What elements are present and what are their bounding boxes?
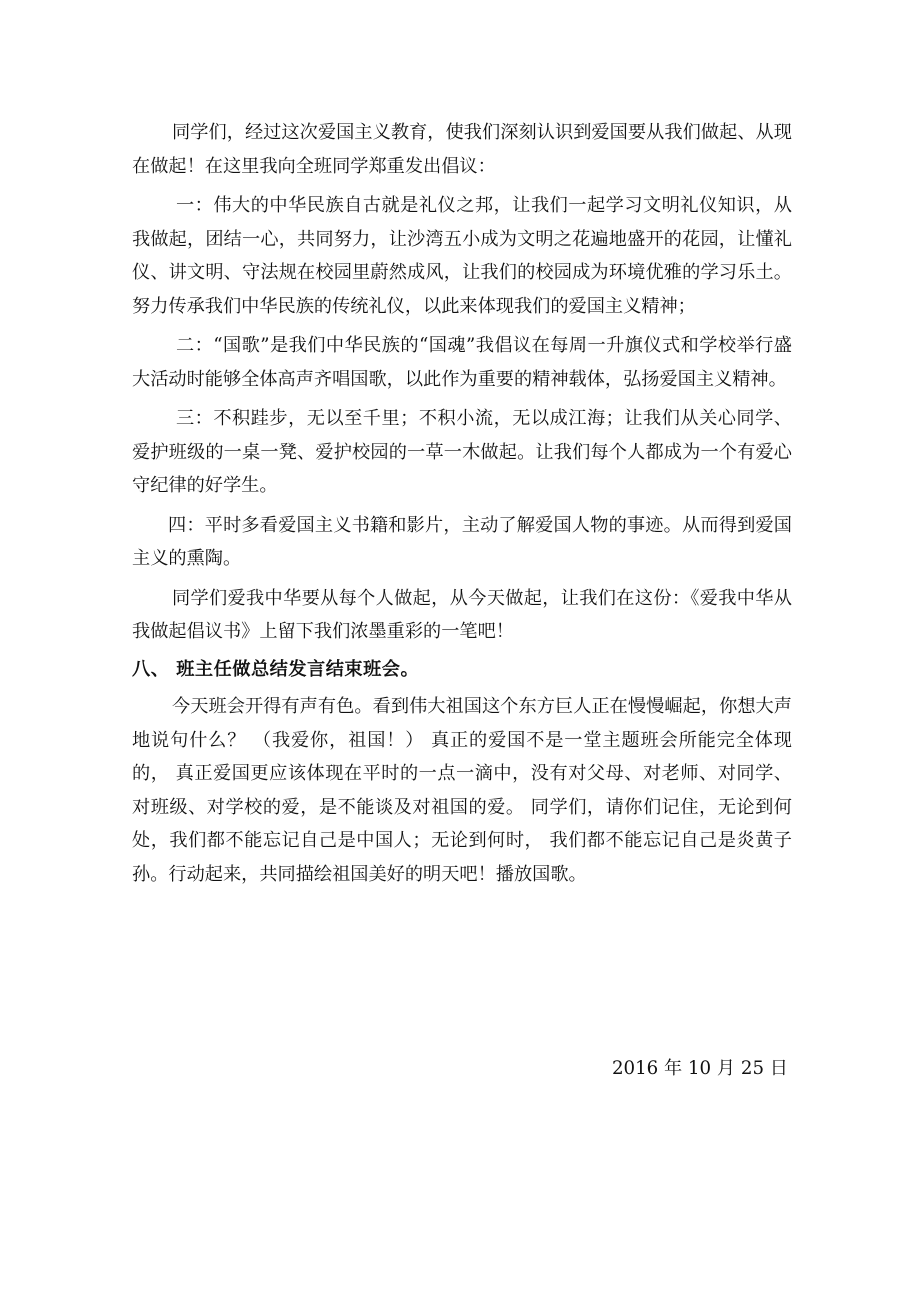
closing-paragraph: 同学们爱我中华要从每个人做起，从今天做起，让我们在这份：《爱我中华从我做起倡议书》上留下我们浓墨重彩的一笔吧！ (132, 587, 792, 642)
proposal-item-3: 三：不积跬步，无以至千里；不积小流，无以成江海；让我们从关心同学、爱护班级的一桌一凳、爱护校园的一草一木做起。让我们每个人都成为一个有爱心守纪律的好学生。 (132, 408, 792, 496)
summary-paragraph: 今天班会开得有声有色。看到伟大祖国这个东方巨人正在慢慢崛起，你想大声地说句什么？ （我爱你，祖国！） 真正的爱国不是一堂主题班会所能完全体现的， 真正爱国更应该体现在平时的一点一滴中，没有对父母、对老师、对同学、对班级、对学校的爱，是不能谈及对祖国的爱。 同学们，请你们记住，无论到何处，我们都不能忘记自己是中国人；无论到何时， 我们都不能忘记自己是炎黄子孙。行动起来，共同描绘祖国美好的明天吧！播放国歌。 (132, 696, 792, 885)
section-heading: 八、 班主任做总结发言结束班会。 (132, 658, 420, 680)
intro-paragraph: 同学们，经过这次爱国主义教育，使我们深刻认识到爱国要从我们做起、从现在做起！在这里我向全班同学郑重发出倡议： (132, 122, 792, 177)
proposal-item-2: 二：“国歌”是我们中华民族的“国魂”我倡议在每周一升旗仪式和学校举行盛大活动时能够全体高声齐唱国歌，以此作为重要的精神载体，弘扬爱国主义精神。 (132, 335, 792, 390)
proposal-item-1: 一：伟大的中华民族自古就是礼仪之邦，让我们一起学习文明礼仪知识，从我做起，团结一心，共同努力，让沙湾五小成为文明之花遍地盛开的花园，让懂礼仪、讲文明、守法规在校园里蔚然成风，让我们的校园成为环境优雅的学习乐土。努力传承我们中华民族的传统礼仪，以此来体现我们的爱国主义精神； (132, 195, 792, 317)
document-body (132, 116, 792, 891)
document-date: 2016 年 10 月 25 日 (611, 1058, 788, 1079)
proposal-item-4: 四：平时多看爱国主义书籍和影片，主动了解爱国人物的事迹。从而得到爱国主义的熏陶。 (132, 514, 792, 569)
